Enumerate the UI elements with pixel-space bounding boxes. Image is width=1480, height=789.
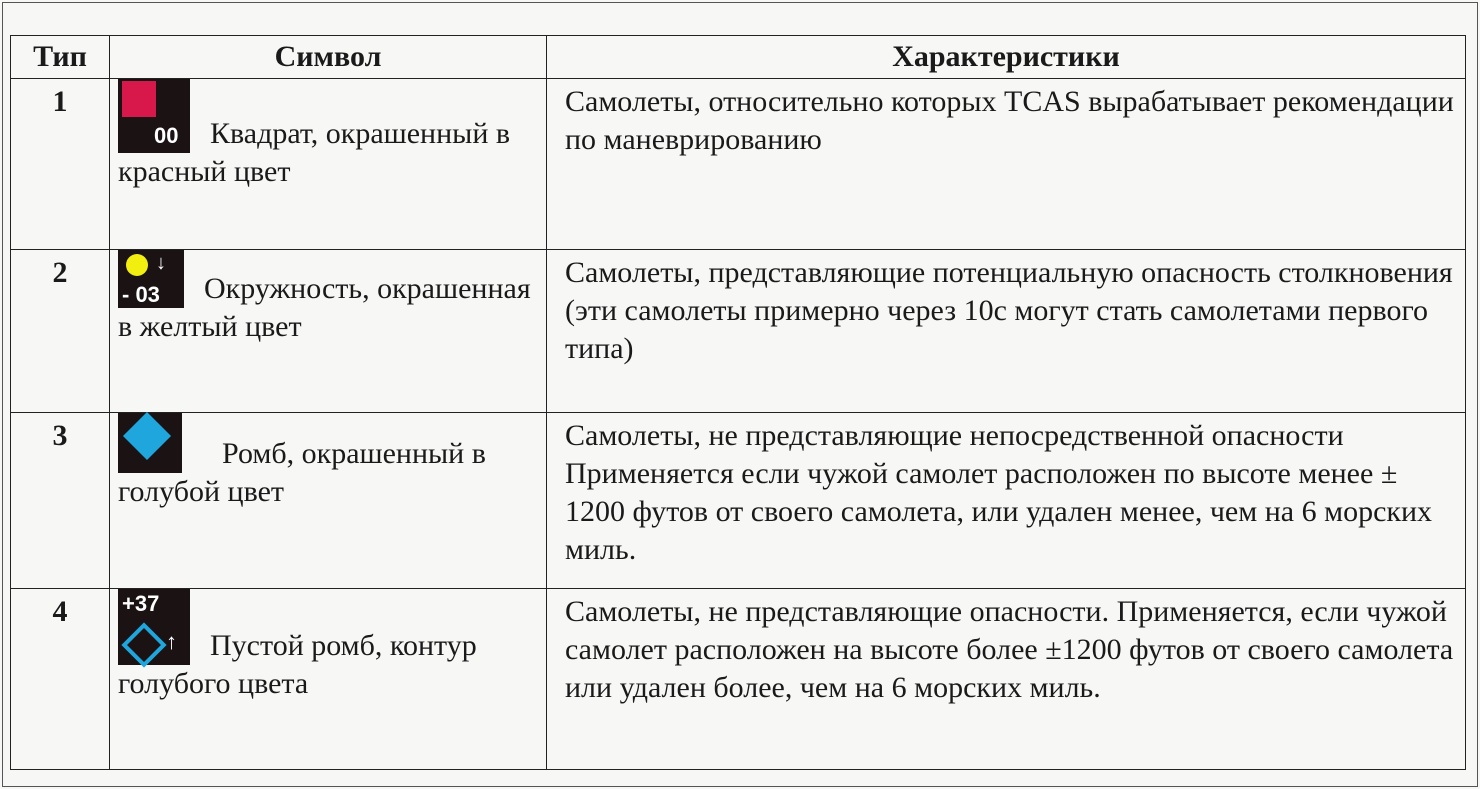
header-row [11,36,1466,79]
desc-cell: Самолеты, не представляющие непосредственной опасности Применяется если чужой самолет расположен по высоте менее ± 1200 футов от своего самолета, или удален менее, чем на 6 морских миль. [547,413,1466,589]
icon-label: 00 [154,123,179,148]
symbol-cell [110,413,547,589]
yellow-circle-icon: ↓ - 03 [118,250,184,308]
red-square-icon [118,79,190,153]
symbol-text: Ромб, окрашенный в голубой цвет [118,437,486,508]
table-row [11,79,1466,250]
type-cell: 4 [11,589,110,770]
table-row [11,250,1466,413]
table-row [11,413,1466,589]
symbol-cell [110,79,547,250]
symbol-text: Окружность, окрашенная в желтый цвет [118,272,531,343]
type-cell: 1 [11,79,110,250]
table-row [11,589,1466,770]
symbol-text: Квадрат, окрашенный в красный цвет [118,117,511,188]
symbol-cell [110,250,547,413]
type-cell: 3 [11,413,110,589]
tcas-symbols-table [10,35,1466,770]
type-cell: 2 [11,250,110,413]
desc-cell: Самолеты, относительно которых TCAS вырабатывает рекомендации по маневрированию [547,79,1466,250]
desc-cell: Самолеты, представляющие потенциальную опасность столкновения (эти самолеты примерно через 10с могут стать самолетами первого типа) [547,250,1466,413]
header-desc: Характеристики [547,36,1466,79]
hollow-diamond-icon: +37 ↑ [118,589,190,665]
symbol-text: Пустой ромб, контур голубого цвета [118,629,477,700]
icon-label: - 03 [122,282,160,307]
header-type: Тип [11,36,110,79]
icon-label: +37 [122,591,160,616]
symbol-cell [110,589,547,770]
header-symbol: Символ [110,36,547,79]
desc-cell: Самолеты, не представляющие опасности. Применяется, если чужой самолет расположен на высоте более ±1200 футов от своего самолета или удален более, чем на 6 морских миль. [547,589,1466,770]
cyan-diamond-icon [118,413,182,473]
